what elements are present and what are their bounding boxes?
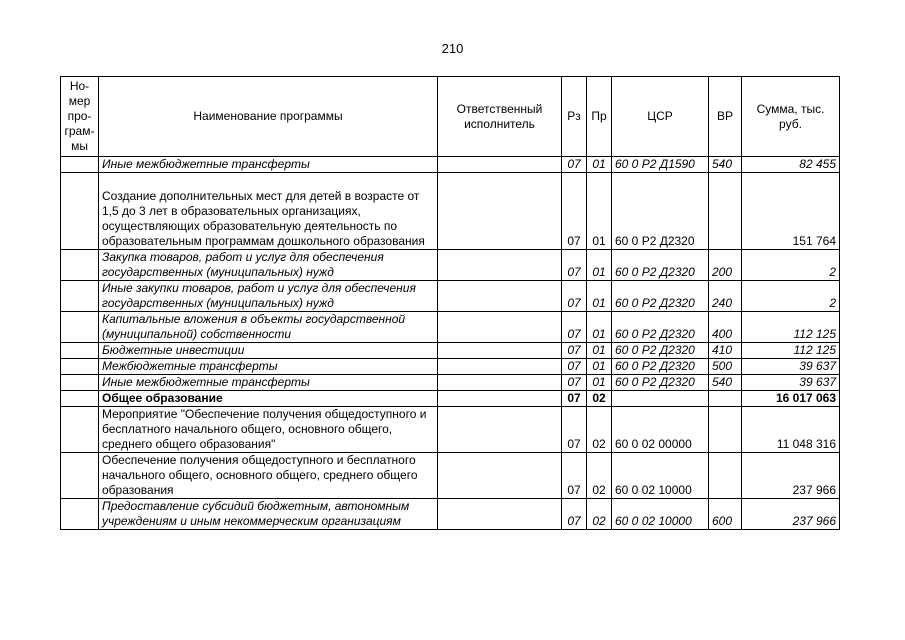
budget-table [60, 76, 840, 530]
responsible-cell [438, 281, 562, 312]
csr-cell: 60 0 Р2 Д2320 [612, 281, 709, 312]
table-row [61, 359, 840, 375]
program-name-cell: Иные межбюджетные трансферты [99, 157, 438, 173]
vr-cell: 200 [709, 250, 742, 281]
program-number-cell [61, 312, 99, 343]
rz-cell: 07 [562, 391, 587, 407]
sum-cell: 2 [742, 281, 840, 312]
table-row [61, 250, 840, 281]
vr-cell: 600 [709, 499, 742, 530]
table-row [61, 407, 840, 453]
page-number: 210 [441, 41, 464, 56]
rz-cell: 07 [562, 407, 587, 453]
sum-cell: 112 125 [742, 343, 840, 359]
header-vr: ВР [709, 77, 742, 157]
rz-cell: 07 [562, 250, 587, 281]
rz-cell: 07 [562, 375, 587, 391]
vr-cell [709, 391, 742, 407]
table-row [61, 281, 840, 312]
program-name-cell: Бюджетные инвестиции [99, 343, 438, 359]
responsible-cell [438, 453, 562, 499]
sum-cell: 16 017 063 [742, 391, 840, 407]
sum-cell: 39 637 [742, 359, 840, 375]
csr-cell: 60 0 Р2 Д2320 [612, 375, 709, 391]
vr-cell: 410 [709, 343, 742, 359]
program-name-cell: Иные межбюджетные трансферты [99, 375, 438, 391]
responsible-cell [438, 312, 562, 343]
vr-cell: 500 [709, 359, 742, 375]
program-number-cell [61, 173, 99, 250]
rz-cell: 07 [562, 157, 587, 173]
csr-cell: 60 0 Р2 Д2320 [612, 250, 709, 281]
program-number-cell [61, 499, 99, 530]
program-name-cell: Иные закупки товаров, работ и услуг для обеспечения государственных (муниципальных) нужд [99, 281, 438, 312]
pr-cell: 01 [587, 343, 612, 359]
program-name-cell: Предоставление субсидий бюджетным, автономным учреждениям и иным некоммерческим организациям [99, 499, 438, 530]
pr-cell: 01 [587, 312, 612, 343]
table-header-row [61, 77, 840, 157]
rz-cell: 07 [562, 453, 587, 499]
sum-cell: 151 764 [742, 173, 840, 250]
table-row [61, 312, 840, 343]
pr-cell: 01 [587, 157, 612, 173]
pr-cell: 01 [587, 375, 612, 391]
sum-cell: 112 125 [742, 312, 840, 343]
responsible-cell [438, 391, 562, 407]
responsible-cell [438, 499, 562, 530]
vr-cell [709, 407, 742, 453]
csr-cell: 60 0 02 00000 [612, 407, 709, 453]
sum-cell: 237 966 [742, 499, 840, 530]
table-row [61, 157, 840, 173]
program-name-cell: Капитальные вложения в объекты государственной (муниципальной) собственности [99, 312, 438, 343]
csr-cell: 60 0 Р2 Д1590 [612, 157, 709, 173]
program-number-cell [61, 157, 99, 173]
header-program-name: Наименование программы [99, 77, 438, 157]
pr-cell: 02 [587, 391, 612, 407]
vr-cell [709, 173, 742, 250]
vr-cell: 400 [709, 312, 742, 343]
pr-cell: 01 [587, 173, 612, 250]
table-row [61, 391, 840, 407]
header-responsible: Ответственный исполнитель [438, 77, 562, 157]
vr-cell [709, 453, 742, 499]
table-row [61, 453, 840, 499]
csr-cell [612, 391, 709, 407]
sum-cell: 237 966 [742, 453, 840, 499]
header-sum: Сумма, тыс. руб. [742, 77, 840, 157]
table-row [61, 343, 840, 359]
pr-cell: 02 [587, 499, 612, 530]
responsible-cell [438, 407, 562, 453]
table-row [61, 499, 840, 530]
pr-cell: 02 [587, 453, 612, 499]
vr-cell: 540 [709, 157, 742, 173]
program-name-cell: Обеспечение получения общедоступного и бесплатного начального общего, основного общего, среднего общего образования [99, 453, 438, 499]
program-name-cell: Закупка товаров, работ и услуг для обеспечения государственных (муниципальных) нужд [99, 250, 438, 281]
csr-cell: 60 0 Р2 Д2320 [612, 312, 709, 343]
vr-cell: 540 [709, 375, 742, 391]
program-name-cell: Мероприятие "Обеспечение получения общедоступного и бесплатного начального общего, основного общего, среднего общего образования" [99, 407, 438, 453]
responsible-cell [438, 343, 562, 359]
program-number-cell [61, 343, 99, 359]
program-number-cell [61, 281, 99, 312]
responsible-cell [438, 359, 562, 375]
responsible-cell [438, 250, 562, 281]
rz-cell: 07 [562, 343, 587, 359]
csr-cell: 60 0 Р2 Д2320 [612, 359, 709, 375]
pr-cell: 02 [587, 407, 612, 453]
program-name-cell: Создание дополнительных мест для детей в возрасте от 1,5 до 3 лет в образовательных организациях, осуществляющих образовательную деятельность по образовательным программам дошкольного образования [99, 173, 438, 250]
header-pr: Пр [587, 77, 612, 157]
table-row [61, 375, 840, 391]
program-number-cell [61, 391, 99, 407]
rz-cell: 07 [562, 312, 587, 343]
program-name-cell: Общее образование [99, 391, 438, 407]
csr-cell: 60 0 Р2 Д2320 [612, 343, 709, 359]
sum-cell: 2 [742, 250, 840, 281]
header-rz: Рз [562, 77, 587, 157]
program-number-cell [61, 359, 99, 375]
csr-cell: 60 0 02 10000 [612, 453, 709, 499]
rz-cell: 07 [562, 359, 587, 375]
pr-cell: 01 [587, 281, 612, 312]
header-csr: ЦСР [612, 77, 709, 157]
responsible-cell [438, 375, 562, 391]
pr-cell: 01 [587, 250, 612, 281]
rz-cell: 07 [562, 499, 587, 530]
sum-cell: 82 455 [742, 157, 840, 173]
pr-cell: 01 [587, 359, 612, 375]
csr-cell: 60 0 Р2 Д2320 [612, 173, 709, 250]
sum-cell: 11 048 316 [742, 407, 840, 453]
responsible-cell [438, 173, 562, 250]
csr-cell: 60 0 02 10000 [612, 499, 709, 530]
program-number-cell [61, 375, 99, 391]
sum-cell: 39 637 [742, 375, 840, 391]
rz-cell: 07 [562, 173, 587, 250]
table-row [61, 173, 840, 250]
vr-cell: 240 [709, 281, 742, 312]
program-number-cell [61, 250, 99, 281]
responsible-cell [438, 157, 562, 173]
program-number-cell [61, 407, 99, 453]
program-name-cell: Межбюджетные трансферты [99, 359, 438, 375]
header-program-number: Но-мер про-грам-мы [61, 77, 99, 157]
program-number-cell [61, 453, 99, 499]
rz-cell: 07 [562, 281, 587, 312]
